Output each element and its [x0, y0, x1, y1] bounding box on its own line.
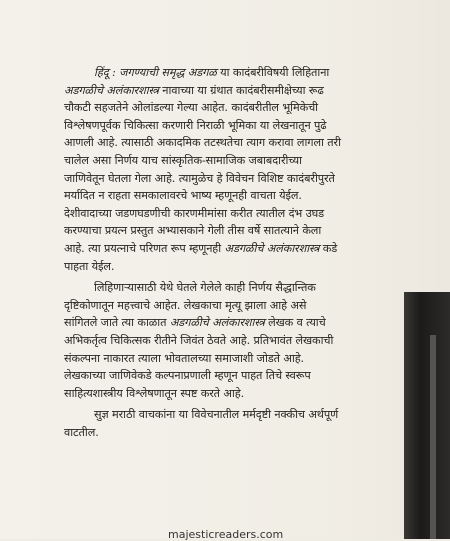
text-line: आणली आहे. त्यासाठी अकादमिक तटस्थतेचा त्याग करावा लागला तरी: [64, 136, 341, 150]
text-line: [64, 64, 412, 82]
text-line: सुज्ञ मराठी वाचकांना या विवेचनातील मर्मदृष्टी नक्कीच अर्थपूर्ण: [94, 408, 339, 422]
book-title: अडगळीचे अलंकारशास्त्र: [224, 241, 320, 255]
book-title: हिंदू : जगण्याची समृद्ध अडगळ: [94, 66, 217, 79]
book-title: अडगळीचे अलंकारशास्त्र: [169, 316, 265, 330]
text-line: चौकटी सहजतेने ओलांडल्या गेल्या आहेत. कादंबरीतील भूमिकेची: [64, 101, 318, 115]
text-span: सांगितले जाते त्या काळात: [64, 316, 170, 330]
text-line: करण्याचा प्रयत्न प्रस्तुत अभ्यासकाने गेली तीस वर्षे सातत्याने केला: [64, 224, 322, 238]
text-line: संकल्पना नाकारत त्याला भोवतालच्या समाजाशी जोडते आहे.: [64, 351, 305, 365]
book-title: अडगळीचे अलंकारशास्त्र: [64, 83, 159, 97]
text-line: साहित्यशास्त्रीय विश्लेषणातून स्पष्ट करते आहे.: [64, 386, 245, 400]
text-line: लेखकाच्या जाणिवेकडे कल्पनाप्रणाली म्हणून पाहत तिचे स्वरूप: [64, 369, 311, 383]
text-line: [64, 240, 412, 258]
text-line: चालेल असा निर्णय याच सांस्कृतिक-सामाजिक जबाबदारीच्या: [64, 153, 302, 167]
blurb-text: [64, 64, 412, 445]
paragraph-3: [64, 406, 412, 441]
book-edge-highlight: [430, 335, 436, 539]
text-line: अभिकर्तृत्व चिकित्सक रीतीने जिवंत ठेवते आहे. प्रतिभावंत लेखकाची: [64, 333, 334, 347]
paragraph-2: [64, 279, 412, 402]
text-line: विश्लेषणपूर्वक चिकित्सा करणारी निराळी भूमिका या लेखनातून पुढे: [64, 118, 327, 132]
text-line: दृष्टिकोणातून महत्त्वाचे आहेत. लेखकाचा मृत्यू झाला आहे असे: [64, 298, 307, 312]
text-line: पाहता येईल.: [64, 259, 115, 273]
text-line: वाटतील.: [64, 425, 99, 439]
text-line: [64, 314, 412, 332]
text-span: नावाच्या या ग्रंथात कादंबरीसमीक्षेच्या रूढ: [158, 83, 324, 97]
text-line: मर्यादित न राहता समकालावरचे भाष्य म्हणूनही वाचता येईल.: [64, 189, 302, 203]
text-span: या कादंबरीविषयी लिहिताना: [216, 66, 330, 79]
text-line: [64, 82, 412, 100]
text-span: कडे: [319, 241, 338, 255]
text-span: आहे. त्या प्रयत्नाचे परिणत रूप म्हणूनही: [64, 241, 225, 255]
paragraph-1: [64, 64, 412, 275]
text-span: लेखक व त्याचे: [264, 316, 326, 330]
text-line: लिहिणाऱ्यासाठी येथे घेतले गेलेले काही निर्णय सैद्धान्तिक: [94, 281, 316, 295]
text-line: देशीवादाच्या जडणघडणीची कारणमीमांसा करीत त्यातील दंभ उघड: [64, 206, 325, 220]
watermark-url: majesticreaders.com: [168, 528, 284, 541]
text-line: जाणिवेतून घेतला गेला आहे. त्यामुळेच हे विवेचन विशिष्ट कादंबरीपुरते: [64, 171, 335, 185]
